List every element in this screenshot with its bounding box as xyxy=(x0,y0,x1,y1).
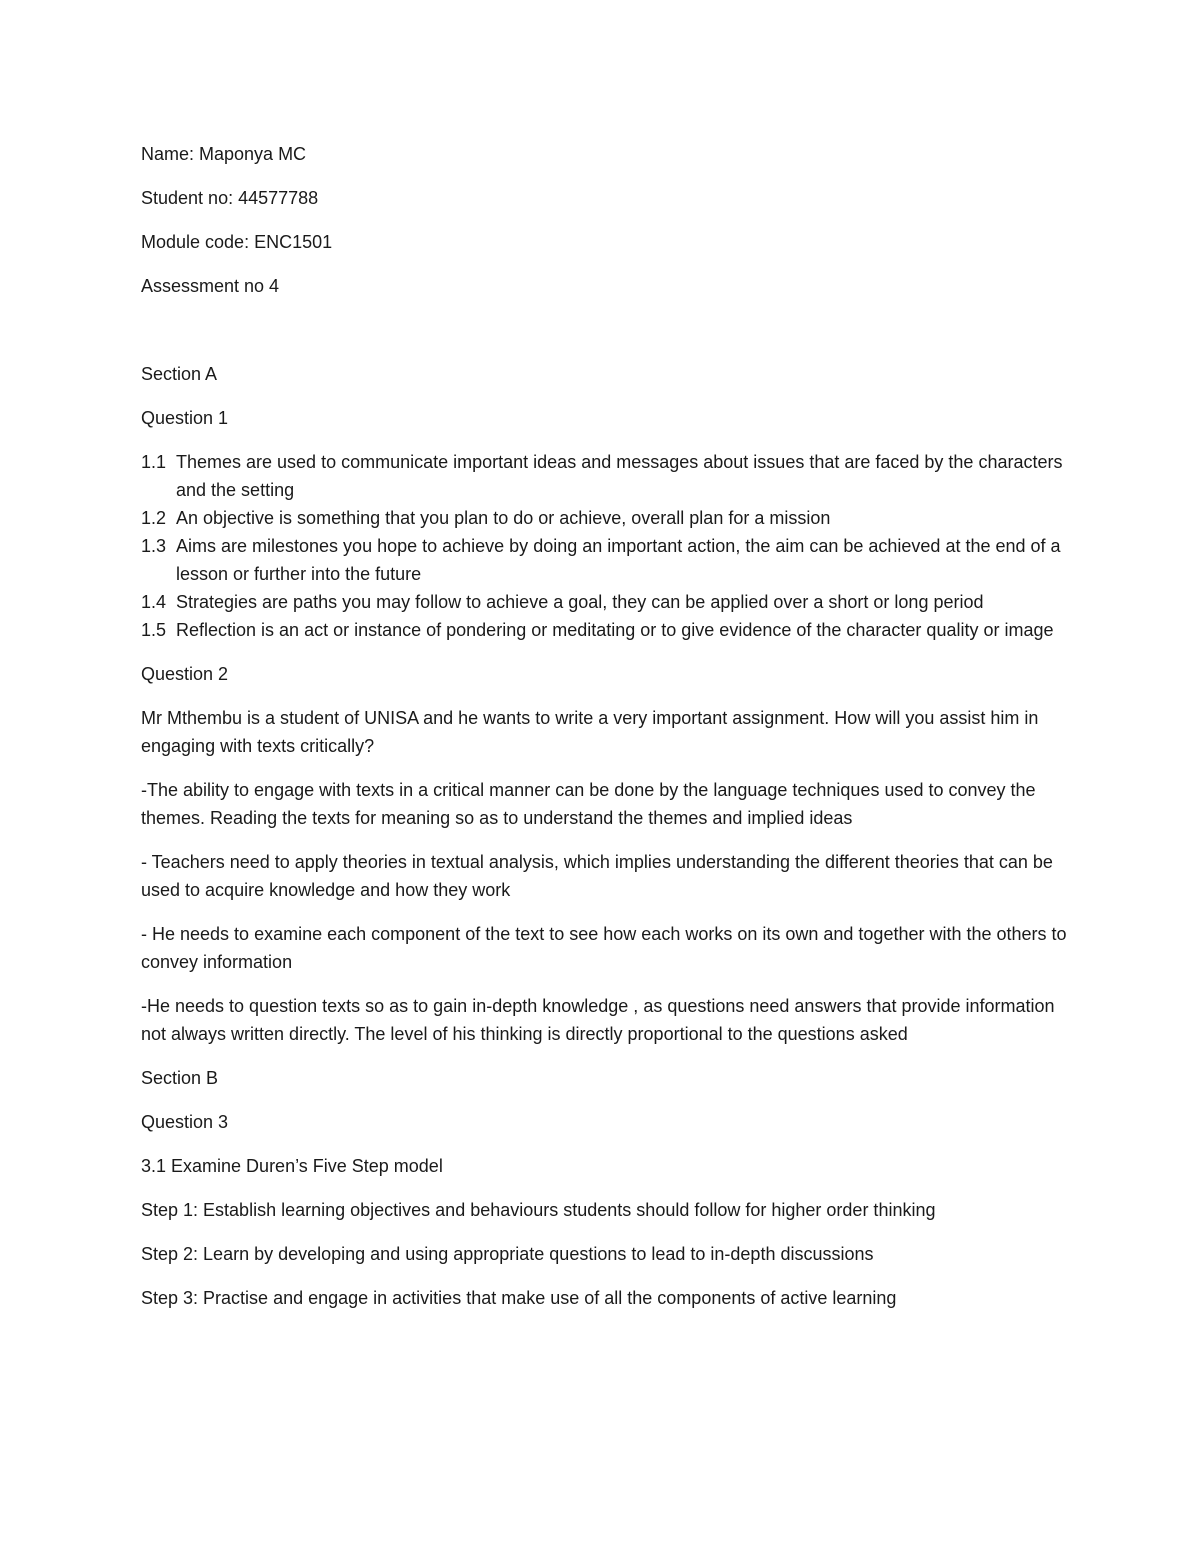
question-2-prompt: Mr Mthembu is a student of UNISA and he wants to write a very important assignment. How will you assist him in engaging with texts critically? xyxy=(141,708,1039,756)
module-code: Module code: ENC1501 xyxy=(141,232,333,252)
answer-paragraph: - Teachers need to apply theories in textual analysis, which implies understanding the different theories that can be used to acquire knowledge and how they work xyxy=(141,852,1053,900)
assessment-number: Assessment no 4 xyxy=(141,276,280,296)
question-2-heading: Question 2 xyxy=(141,664,229,684)
list-text: An objective is something that you plan to do or achieve, overall plan for a mission xyxy=(176,508,831,528)
question-1-heading: Question 1 xyxy=(141,408,229,428)
list-item xyxy=(141,532,1071,588)
list-text: Reflection is an act or instance of pondering or meditating or to give evidence of the character quality or image xyxy=(176,620,1054,640)
list-number: 1.1 xyxy=(141,452,167,472)
list-number: 1.5 xyxy=(141,620,167,640)
list-item xyxy=(141,616,1071,644)
student-number: Student no: 44577788 xyxy=(141,188,319,208)
list-item xyxy=(141,588,1071,616)
spacer xyxy=(141,316,1071,360)
answer-paragraph: -The ability to engage with texts in a critical manner can be done by the language techniques used to convey the themes. Reading the texts for meaning so as to understand the themes and implied ideas xyxy=(141,780,1036,828)
question-3-subtitle: 3.1 Examine Duren’s Five Step model xyxy=(141,1156,443,1176)
answer-paragraph: - He needs to examine each component of the text to see how each works on its own and together with the others to convey information xyxy=(141,924,1067,972)
list-text: Themes are used to communicate important ideas and messages about issues that are faced by the characters and the setting xyxy=(176,452,1063,500)
section-a-heading: Section A xyxy=(141,364,218,384)
list-text: Aims are milestones you hope to achieve by doing an important action, the aim can be achieved at the end of a lesson or further into the future xyxy=(176,536,1061,584)
question-3-heading: Question 3 xyxy=(141,1112,229,1132)
list-number: 1.4 xyxy=(141,592,167,612)
question-1-list xyxy=(141,448,1071,644)
section-b-heading: Section B xyxy=(141,1068,219,1088)
list-item xyxy=(141,448,1071,504)
answer-paragraph: -He needs to question texts so as to gain in-depth knowledge , as questions need answers that provide information not always written directly. The level of his thinking is directly proportional to the questions asked xyxy=(141,996,1055,1044)
list-text: Strategies are paths you may follow to achieve a goal, they can be applied over a short or long period xyxy=(176,592,984,612)
list-number: 1.3 xyxy=(141,536,167,556)
list-number: 1.2 xyxy=(141,508,167,528)
student-name: Name: Maponya MC xyxy=(141,144,307,164)
step-paragraph: Step 3: Practise and engage in activities that make use of all the components of active learning xyxy=(141,1288,897,1308)
document-body xyxy=(141,140,1071,1328)
list-item xyxy=(141,504,1071,532)
step-paragraph: Step 2: Learn by developing and using appropriate questions to lead to in-depth discussions xyxy=(141,1244,874,1264)
step-paragraph: Step 1: Establish learning objectives and behaviours students should follow for higher order thinking xyxy=(141,1200,936,1220)
